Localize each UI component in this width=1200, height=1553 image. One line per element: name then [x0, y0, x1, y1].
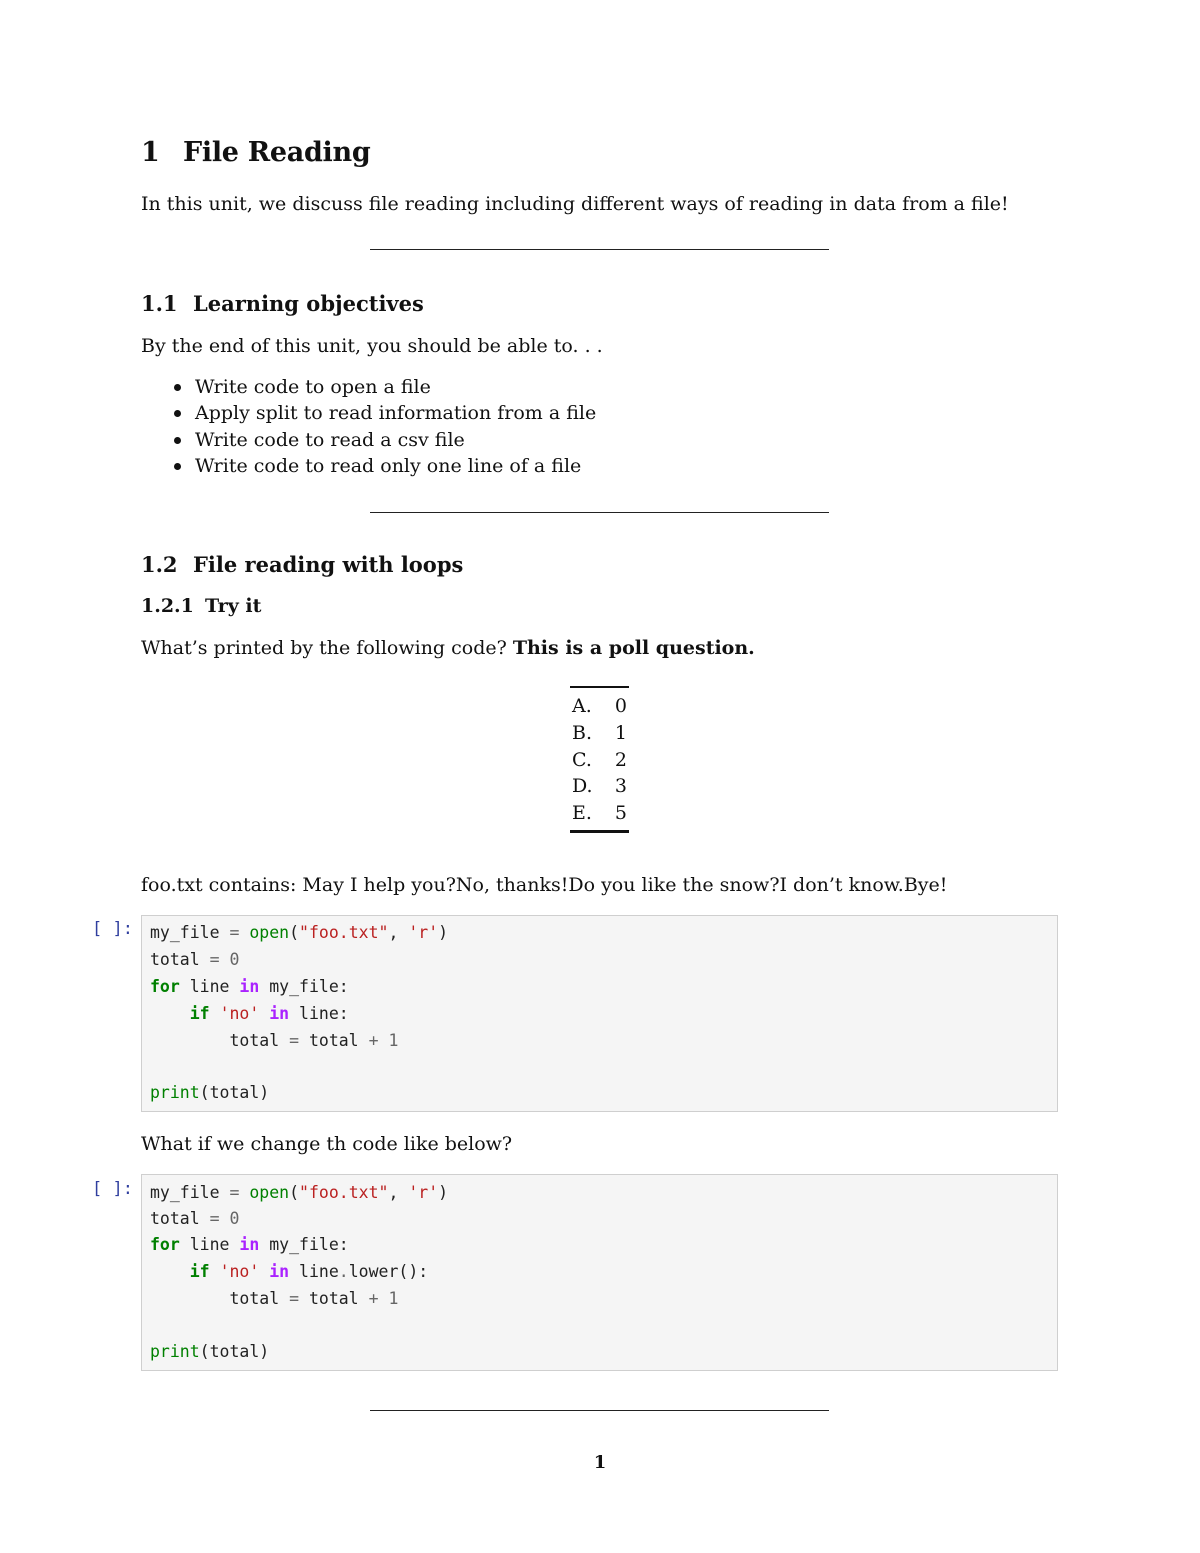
option-label: C.: [572, 748, 592, 771]
section-heading-1-1: [141, 291, 424, 316]
code-line: total = total + 1: [150, 1031, 399, 1050]
objective-text: Write code to read a csv file: [195, 428, 465, 451]
question-text: What’s printed by the following code?: [141, 637, 507, 659]
option-label: E.: [572, 802, 592, 825]
option-value: 1: [614, 721, 627, 744]
change-question: What if we change th code like below?: [141, 1133, 513, 1155]
code-line: total = total + 1: [150, 1289, 399, 1308]
code-line: my_file = open("foo.txt", 'r'): [150, 1183, 449, 1202]
code-line: total = 0: [150, 950, 240, 969]
code-line: my_file = open("foo.txt", 'r'): [150, 923, 449, 942]
section-heading-1-2-1: [141, 595, 261, 617]
poll-option: [570, 747, 629, 774]
code-line: if 'no' in line.lower():: [189, 1262, 429, 1281]
bullet-icon: [174, 437, 181, 444]
section-title: File Reading: [183, 137, 371, 168]
file-contents-text: foo.txt contains: May I help you?No, thanks!Do you like the snow?I don’t know.Bye!: [141, 874, 948, 896]
poll-option: [570, 720, 629, 747]
bullet-icon: [174, 384, 181, 391]
page-number: 1: [593, 1452, 607, 1473]
section-number: 1.2.1: [141, 595, 194, 617]
objective-text: Write code to read only one line of a file: [195, 454, 582, 477]
section-number: 1: [141, 137, 160, 168]
objective-text: Write code to open a file: [195, 376, 431, 398]
cell-prompt: [ ]:: [92, 919, 133, 939]
code-line: if 'no' in line:: [189, 1004, 349, 1023]
section-title: Learning objectives: [193, 291, 424, 316]
section-heading-1-2: [141, 552, 463, 577]
code-line: print(total): [150, 1342, 270, 1361]
code-cell-1[interactable]: [141, 915, 1058, 1112]
list-item: [172, 427, 596, 453]
section-title: File reading with loops: [193, 552, 464, 577]
poll-option: [570, 773, 629, 800]
section-title: Try it: [205, 595, 262, 617]
section-number: 1.1: [141, 291, 178, 316]
code-line: print(total): [150, 1083, 270, 1102]
bullet-icon: [174, 463, 181, 470]
option-value: 2: [614, 748, 627, 771]
list-item: [172, 400, 596, 426]
poll-options-table: [570, 686, 629, 833]
poll-option: [570, 800, 629, 827]
objectives-list: [172, 374, 596, 479]
option-value: 3: [614, 775, 627, 798]
horizontal-rule: [370, 512, 829, 513]
list-item: [172, 453, 596, 479]
bullet-icon: [174, 410, 181, 417]
code-line: for line in my_file:: [150, 977, 349, 996]
cell-prompt: [ ]:: [92, 1179, 133, 1199]
code-cell-2[interactable]: [141, 1174, 1058, 1371]
question-bold-text: This is a poll question.: [512, 637, 755, 659]
poll-option: [570, 693, 629, 720]
section-heading-1: [141, 137, 370, 168]
section-number: 1.2: [141, 552, 178, 577]
option-value: 5: [614, 802, 627, 825]
code-line: total = 0: [150, 1209, 240, 1228]
horizontal-rule: [370, 1410, 829, 1411]
objectives-lead: By the end of this unit, you should be able to. . .: [141, 335, 603, 357]
list-item: [172, 374, 596, 400]
option-label: D.: [572, 775, 593, 798]
poll-question: [141, 637, 755, 659]
intro-paragraph: In this unit, we discuss file reading including different ways of reading in data from a file!: [141, 193, 1009, 215]
objective-text: Apply split to read information from a file: [195, 402, 597, 425]
option-value: 0: [614, 695, 627, 717]
horizontal-rule: [370, 249, 829, 250]
option-label: B.: [572, 721, 593, 744]
code-line: for line in my_file:: [150, 1235, 349, 1254]
option-label: A.: [572, 695, 592, 717]
